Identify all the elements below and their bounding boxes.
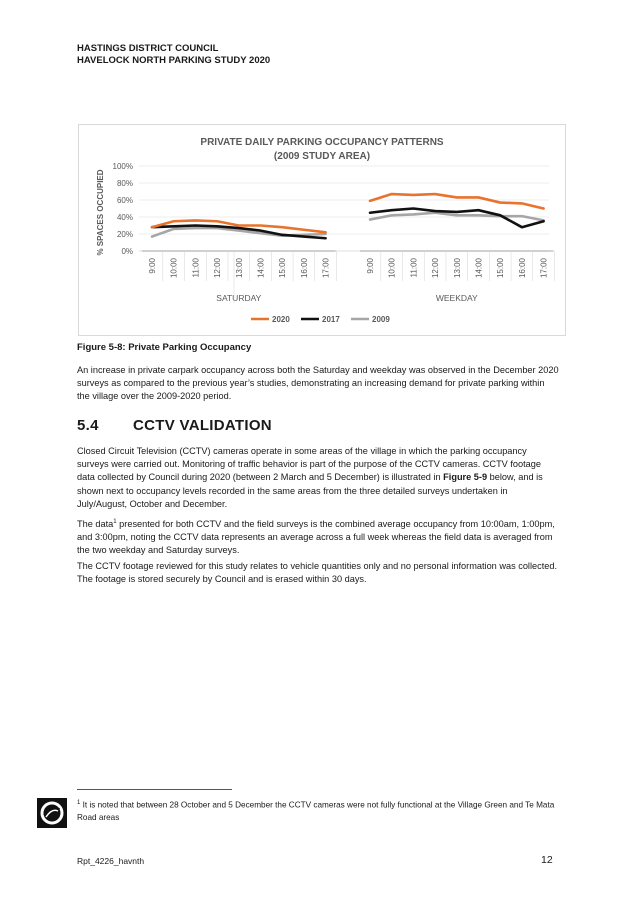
x-tick-label: 15:00	[278, 258, 288, 279]
x-tick-label: 11:00	[191, 258, 201, 278]
header-line-1: HASTINGS DISTRICT COUNCIL	[77, 43, 219, 54]
footnote	[77, 797, 567, 824]
para2-text-a: Closed Circuit Television (CCTV) cameras operate in some areas of the village in which the parking occupancy surveys were carried out. Monitoring of traffic behavior is part of the purpose of the CCTV cameras. CCTV footage data collected by Council during 2020 (between 2 March and 5 December) is illustrated in	[77, 446, 542, 483]
chart-subtitle: (2009 STUDY AREA)	[273, 151, 371, 162]
paragraph-privacy: The CCTV footage reviewed for this study relates to vehicle quantities only and no personal information was collected. The footage is stored securely by Council and is erased within 30 days.	[77, 561, 558, 585]
para2-text-b: below, and is shown next to occupancy levels recorded in the same areas from the three detailed surveys undertaken in July/August, October and December.	[77, 472, 543, 509]
x-tick-label: 17:00	[321, 258, 331, 279]
legend-label-2009: 2009	[372, 315, 390, 324]
paragraph-occupancy-increase: An increase in private carpark occupancy across both the Saturday and weekday was observed in the December 2020 surveys as compared to the previous year’s studies, demonstrating an increasing demand for private parking within the village over the 2009-2020 period.	[77, 365, 559, 402]
chart-title: PRIVATE DAILY PARKING OCCUPANCY PATTERNS	[200, 137, 444, 148]
y-tick-label: 60%	[116, 196, 133, 205]
x-tick-label: 10:00	[387, 258, 397, 279]
page-number: 12	[541, 854, 553, 866]
x-tick-label: 9:00	[366, 258, 375, 274]
y-tick-label: 80%	[116, 179, 133, 188]
x-tick-label: 14:00	[256, 258, 266, 279]
paragraph-cctv-intro	[77, 445, 559, 511]
group-label: SATURDAY	[216, 293, 262, 303]
series-line-2017-weekday	[370, 209, 544, 228]
x-tick-label: 10:00	[169, 258, 179, 279]
x-tick-label: 14:00	[474, 258, 484, 279]
para3-text-a: The data	[77, 519, 114, 530]
document-reference: Rpt_4226_havnth	[77, 856, 145, 866]
x-tick-label: 11:00	[409, 258, 419, 278]
y-axis-label: % SPACES OCCUPIED	[96, 169, 105, 256]
x-tick-label: 12:00	[431, 258, 441, 279]
section-number: 5.4	[77, 417, 99, 434]
para3-text-b: presented for both CCTV and the field surveys is the combined average occupancy from 10:00am, 1:00pm, and 3:00pm, noting the CCTV data represents an average across a full week whereas the field data is averaged from the two weekday and Saturday surveys.	[77, 519, 555, 556]
footnote-divider	[77, 789, 232, 790]
x-tick-label: 16:00	[299, 258, 309, 279]
y-tick-label: 40%	[116, 213, 133, 222]
x-tick-label: 16:00	[517, 258, 527, 279]
series-line-2009-weekday	[370, 213, 544, 221]
footnote-mark: 1	[77, 800, 81, 806]
legend-label-2017: 2017	[322, 315, 340, 324]
footnote-reference[interactable]: 1	[113, 519, 117, 525]
legend-label-2020: 2020	[272, 315, 290, 324]
x-tick-label: 17:00	[539, 258, 549, 279]
series-line-2020-weekday	[370, 194, 544, 208]
figure-caption: Figure 5-8: Private Parking Occupancy	[77, 342, 252, 353]
x-tick-label: 13:00	[234, 258, 244, 279]
occupancy-chart	[78, 124, 566, 336]
y-tick-label: 100%	[112, 162, 133, 171]
paragraph-data-note	[77, 516, 559, 558]
header-line-2: HAVELOCK NORTH PARKING STUDY 2020	[77, 55, 271, 66]
footnote-text: It is noted that between 28 October and 5 December the CCTV cameras were not fully functional at the Village Green and Te Mata Road areas	[77, 800, 555, 822]
x-tick-label: 12:00	[213, 258, 223, 279]
y-tick-label: 20%	[116, 230, 133, 239]
section-heading	[77, 417, 272, 434]
chart-svg	[79, 125, 565, 335]
figure-reference: Figure 5-9	[443, 472, 488, 483]
section-title: CCTV VALIDATION	[133, 417, 272, 434]
group-label: WEEKDAY	[435, 293, 478, 303]
document-header	[77, 43, 270, 67]
company-logo-icon	[37, 798, 67, 828]
x-tick-label: 13:00	[452, 258, 462, 279]
y-tick-label: 0%	[121, 247, 133, 256]
x-tick-label: 15:00	[496, 258, 506, 279]
x-tick-label: 9:00	[148, 258, 157, 274]
